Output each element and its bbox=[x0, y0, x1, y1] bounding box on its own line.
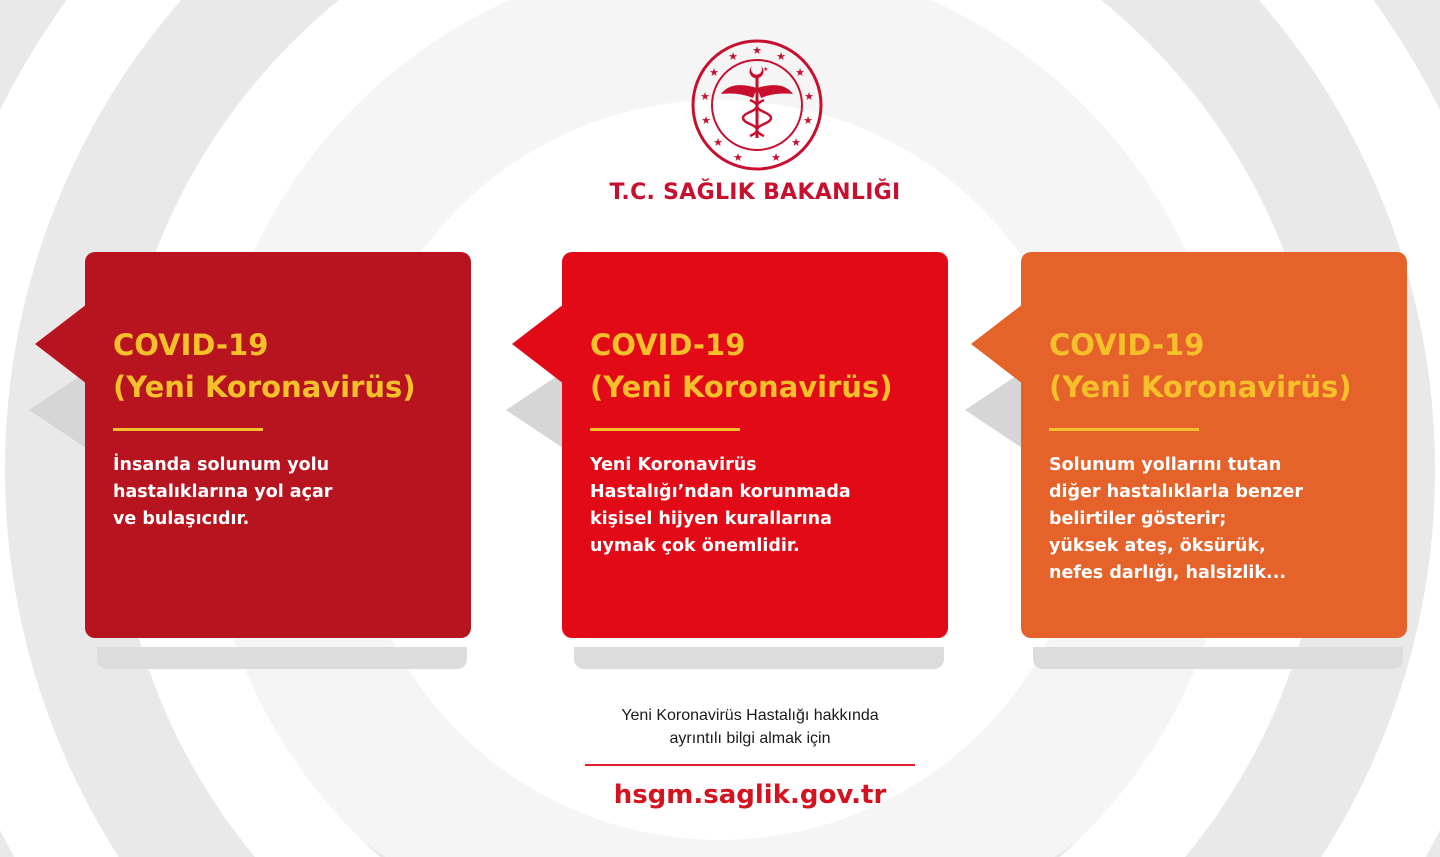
card-title bbox=[113, 324, 453, 408]
card-pointer bbox=[512, 304, 564, 384]
svg-text:★: ★ bbox=[728, 50, 738, 63]
svg-text:★: ★ bbox=[795, 66, 805, 79]
card-title-line2: (Yeni Koronavirüs) bbox=[1049, 370, 1352, 404]
card-divider bbox=[113, 428, 263, 431]
card-text: Solunum yollarını tutan diğer hastalıklarla benzer belirtiler gösterir; yüksek ateş, öksürük, nefes darlığı, halsizlik... bbox=[1049, 455, 1304, 583]
footer-divider bbox=[585, 764, 915, 766]
card-title-line2: (Yeni Koronavirüs) bbox=[113, 370, 416, 404]
card-divider bbox=[590, 428, 740, 431]
footer-info-text bbox=[520, 704, 980, 750]
svg-text:★: ★ bbox=[701, 114, 711, 127]
card-text: Yeni Koronavirüs Hastalığı’ndan korunmada kişisel hijyen kurallarına uymak çok önemlidir. bbox=[590, 455, 851, 556]
info-card-2 bbox=[512, 252, 952, 672]
website-link[interactable]: hsgm.saglik.gov.tr bbox=[613, 780, 887, 810]
svg-text:★: ★ bbox=[803, 114, 813, 127]
card-title-line1: COVID-19 bbox=[590, 328, 746, 362]
svg-text:★: ★ bbox=[791, 136, 801, 149]
card-title-line2: (Yeni Koronavirüs) bbox=[590, 370, 893, 404]
svg-text:★: ★ bbox=[700, 90, 710, 103]
card-body bbox=[85, 252, 471, 638]
card-title bbox=[590, 324, 930, 408]
svg-text:★: ★ bbox=[713, 136, 723, 149]
svg-text:★: ★ bbox=[733, 151, 743, 164]
svg-text:★: ★ bbox=[752, 44, 762, 57]
card-title bbox=[1049, 324, 1389, 408]
card-body bbox=[1021, 252, 1407, 638]
ministry-logo bbox=[690, 38, 824, 172]
card-text: İnsanda solunum yolu hastalıklarına yol açar ve bulaşıcıdır. bbox=[113, 455, 333, 529]
card-shadow bbox=[1033, 647, 1403, 669]
svg-text:★: ★ bbox=[776, 50, 786, 63]
info-card-3 bbox=[971, 252, 1411, 672]
svg-text:★: ★ bbox=[804, 90, 814, 103]
card-shadow bbox=[97, 647, 467, 669]
card-pointer bbox=[971, 304, 1023, 384]
card-title-line1: COVID-19 bbox=[1049, 328, 1205, 362]
card-divider bbox=[1049, 428, 1199, 431]
svg-text:★: ★ bbox=[709, 66, 719, 79]
card-title-line1: COVID-19 bbox=[113, 328, 269, 362]
info-card-1 bbox=[35, 252, 475, 672]
card-shadow bbox=[574, 647, 944, 669]
svg-text:★: ★ bbox=[763, 66, 769, 73]
footer-line-1: Yeni Koronavirüs Hastalığı hakkında bbox=[621, 707, 879, 724]
card-body bbox=[562, 252, 948, 638]
ministry-name: T.C. SAĞLIK BAKANLIĞI bbox=[609, 180, 901, 205]
svg-text:★: ★ bbox=[771, 151, 781, 164]
card-pointer bbox=[35, 304, 87, 384]
footer-line-2: ayrıntılı bilgi almak için bbox=[669, 730, 831, 747]
